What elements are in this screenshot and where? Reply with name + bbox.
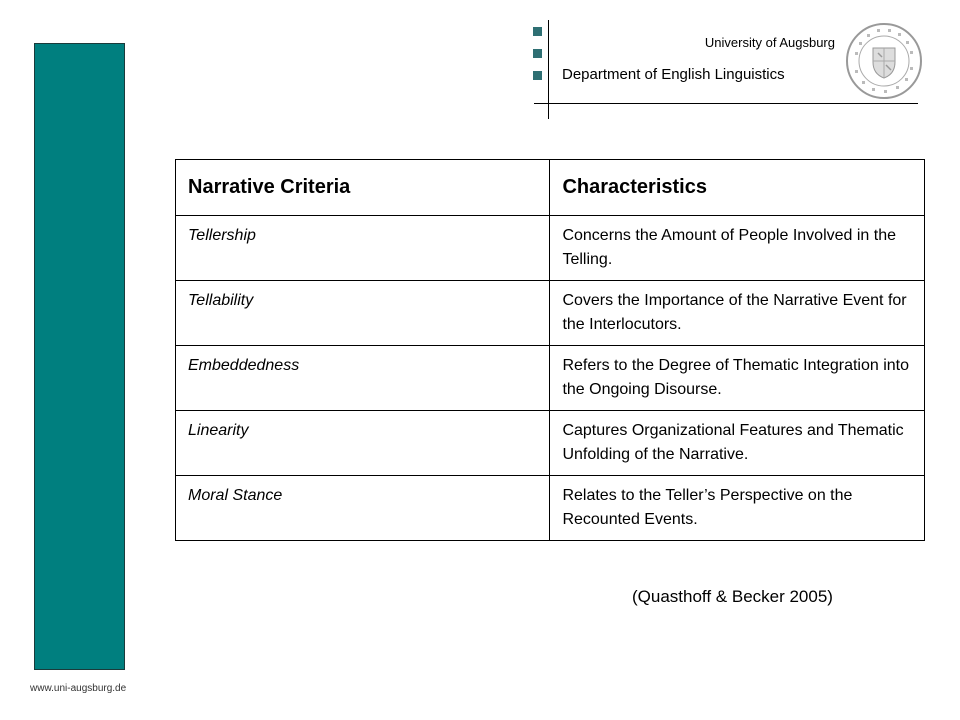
header-vertical-divider [548,20,549,119]
header-horizontal-divider [534,103,918,104]
footer-url[interactable]: www.uni-augsburg.de [30,683,127,694]
citation: (Quasthoff & Becker 2005) [632,587,833,606]
table-row [176,216,925,281]
table-row [176,411,925,476]
characteristic-cell: Concerns the Amount of People Involved in the Telling. [550,216,925,281]
department-name: Department of English Linguistics [562,66,785,83]
criterion-cell: Embeddedness [176,346,550,411]
university-name: University of Augsburg [704,35,835,50]
table-row [176,476,925,541]
bullet-square-1 [533,27,542,36]
characteristic-cell: Captures Organizational Features and Thematic Unfolding of the Narrative. [550,411,925,476]
characteristic-cell: Refers to the Degree of Thematic Integration into the Ongoing Disourse. [550,346,925,411]
header-characteristics: Characteristics [550,160,925,216]
criterion-cell: Tellability [176,281,550,346]
criterion-cell: Tellership [176,216,550,281]
characteristic-cell: Covers the Importance of the Narrative Event for the Interlocutors. [550,281,925,346]
header-narrative-criteria: Narrative Criteria [176,160,550,216]
table-row [176,281,925,346]
narrative-criteria-table [175,159,925,541]
criterion-cell: Moral Stance [176,476,550,541]
characteristic-cell: Relates to the Teller’s Perspective on the Recounted Events. [550,476,925,541]
table-header-row [176,160,925,216]
university-seal-logo [845,22,923,100]
bullet-square-2 [533,49,542,58]
sidebar-accent-bar [34,43,125,670]
table-row [176,346,925,411]
bullet-square-3 [533,71,542,80]
criterion-cell: Linearity [176,411,550,476]
